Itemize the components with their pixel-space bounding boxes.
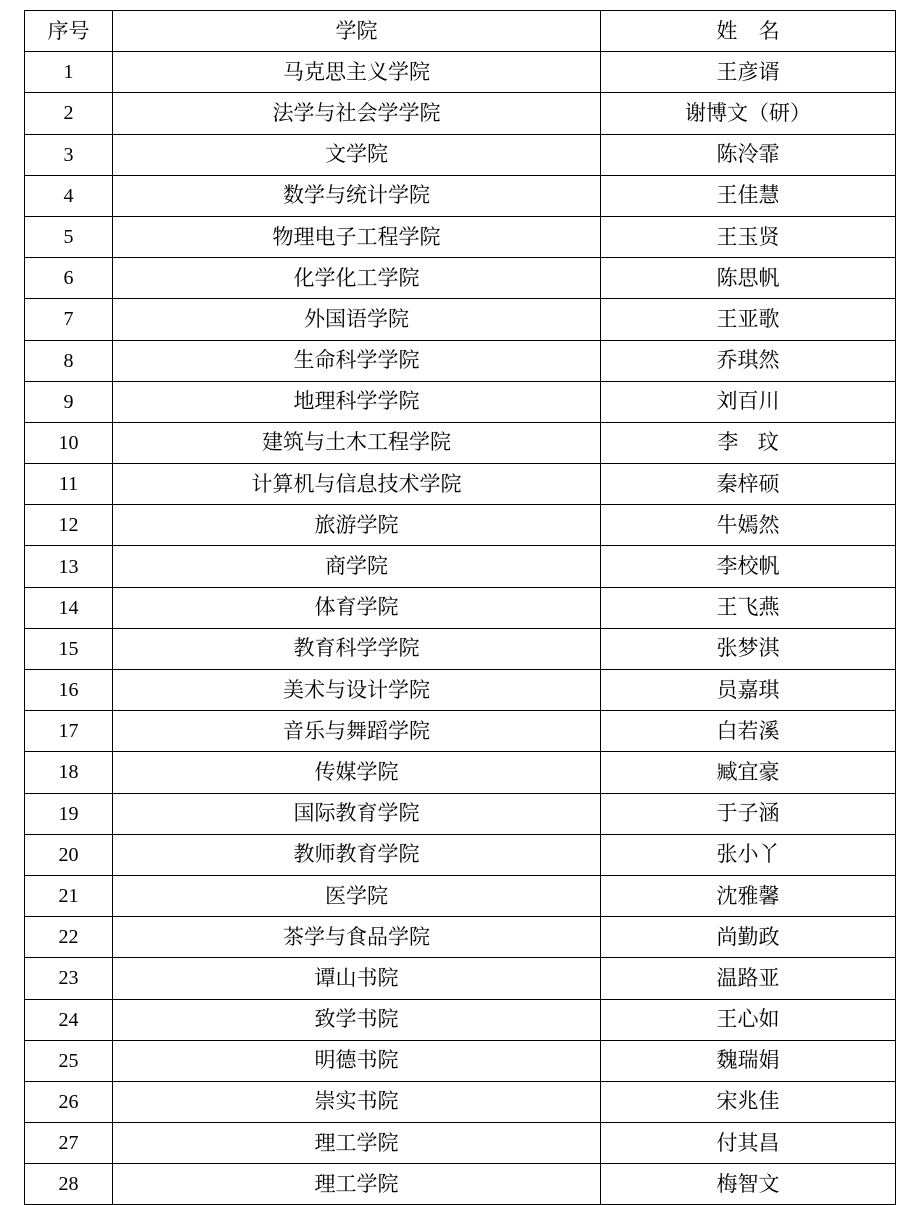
cell-college: 计算机与信息技术学院 (113, 464, 601, 505)
cell-index: 6 (25, 258, 113, 299)
table-row (25, 258, 896, 299)
cell-name: 沈雅馨 (601, 875, 896, 916)
cell-name: 刘百川 (601, 381, 896, 422)
cell-index: 28 (25, 1164, 113, 1205)
column-header-index: 序号 (25, 11, 113, 52)
cell-index: 27 (25, 1123, 113, 1164)
column-header-college: 学院 (113, 11, 601, 52)
cell-index: 1 (25, 52, 113, 93)
cell-index: 13 (25, 546, 113, 587)
cell-name: 张小丫 (601, 834, 896, 875)
cell-index: 5 (25, 216, 113, 257)
cell-name: 王飞燕 (601, 587, 896, 628)
cell-name: 陈泠霏 (601, 134, 896, 175)
cell-college: 生命科学学院 (113, 340, 601, 381)
table-row (25, 299, 896, 340)
cell-college: 美术与设计学院 (113, 670, 601, 711)
cell-name: 尚勤政 (601, 917, 896, 958)
cell-index: 23 (25, 958, 113, 999)
cell-index: 7 (25, 299, 113, 340)
cell-name: 陈思帆 (601, 258, 896, 299)
cell-index: 16 (25, 670, 113, 711)
cell-college: 体育学院 (113, 587, 601, 628)
cell-college: 建筑与土木工程学院 (113, 422, 601, 463)
cell-college: 地理科学学院 (113, 381, 601, 422)
cell-index: 3 (25, 134, 113, 175)
cell-index: 8 (25, 340, 113, 381)
cell-index: 22 (25, 917, 113, 958)
cell-college: 茶学与食品学院 (113, 917, 601, 958)
cell-index: 15 (25, 628, 113, 669)
cell-college: 传媒学院 (113, 752, 601, 793)
cell-index: 9 (25, 381, 113, 422)
cell-college: 旅游学院 (113, 505, 601, 546)
roster-table (24, 10, 896, 1205)
cell-name: 臧宜豪 (601, 752, 896, 793)
cell-college: 谭山书院 (113, 958, 601, 999)
cell-college: 化学化工学院 (113, 258, 601, 299)
cell-name: 王玉贤 (601, 216, 896, 257)
cell-name: 温路亚 (601, 958, 896, 999)
cell-index: 17 (25, 711, 113, 752)
cell-college: 致学书院 (113, 999, 601, 1040)
cell-college: 国际教育学院 (113, 793, 601, 834)
cell-name: 李校帆 (601, 546, 896, 587)
cell-index: 12 (25, 505, 113, 546)
cell-name: 王亚歌 (601, 299, 896, 340)
cell-name: 员嘉琪 (601, 670, 896, 711)
cell-name: 宋兆佳 (601, 1081, 896, 1122)
cell-college: 明德书院 (113, 1040, 601, 1081)
cell-index: 11 (25, 464, 113, 505)
cell-name: 白若溪 (601, 711, 896, 752)
cell-index: 14 (25, 587, 113, 628)
table-row (25, 546, 896, 587)
table-row (25, 505, 896, 546)
table-row (25, 587, 896, 628)
cell-index: 4 (25, 175, 113, 216)
table-row (25, 216, 896, 257)
table-row (25, 134, 896, 175)
table-row (25, 93, 896, 134)
cell-college: 法学与社会学学院 (113, 93, 601, 134)
cell-index: 26 (25, 1081, 113, 1122)
cell-college: 音乐与舞蹈学院 (113, 711, 601, 752)
table-row (25, 917, 896, 958)
cell-name: 王心如 (601, 999, 896, 1040)
cell-college: 教师教育学院 (113, 834, 601, 875)
cell-name: 李 玟 (601, 422, 896, 463)
cell-college: 物理电子工程学院 (113, 216, 601, 257)
table-row (25, 999, 896, 1040)
cell-college: 马克思主义学院 (113, 52, 601, 93)
table-row (25, 875, 896, 916)
table-row (25, 464, 896, 505)
cell-name: 王彦谞 (601, 52, 896, 93)
table-row (25, 628, 896, 669)
cell-college: 教育科学学院 (113, 628, 601, 669)
cell-index: 19 (25, 793, 113, 834)
cell-college: 理工学院 (113, 1123, 601, 1164)
cell-name: 张梦淇 (601, 628, 896, 669)
table-row (25, 670, 896, 711)
table-row (25, 1123, 896, 1164)
cell-name: 梅智文 (601, 1164, 896, 1205)
cell-college: 理工学院 (113, 1164, 601, 1205)
cell-college: 崇实书院 (113, 1081, 601, 1122)
table-row (25, 711, 896, 752)
cell-index: 25 (25, 1040, 113, 1081)
cell-college: 商学院 (113, 546, 601, 587)
table-row (25, 381, 896, 422)
cell-index: 24 (25, 999, 113, 1040)
cell-name: 谢博文（研） (601, 93, 896, 134)
table-row (25, 1164, 896, 1205)
table-row (25, 834, 896, 875)
cell-name: 付其昌 (601, 1123, 896, 1164)
table-row (25, 340, 896, 381)
cell-index: 21 (25, 875, 113, 916)
table-header (25, 11, 896, 52)
cell-college: 外国语学院 (113, 299, 601, 340)
cell-college: 文学院 (113, 134, 601, 175)
cell-name: 魏瑞娟 (601, 1040, 896, 1081)
table-row (25, 1040, 896, 1081)
cell-name: 牛嫣然 (601, 505, 896, 546)
column-header-name: 姓 名 (601, 11, 896, 52)
table-row (25, 793, 896, 834)
cell-name: 乔琪然 (601, 340, 896, 381)
table-body (25, 52, 896, 1205)
cell-college: 医学院 (113, 875, 601, 916)
cell-name: 于子涵 (601, 793, 896, 834)
table-row (25, 422, 896, 463)
cell-index: 20 (25, 834, 113, 875)
cell-name: 王佳慧 (601, 175, 896, 216)
cell-index: 2 (25, 93, 113, 134)
cell-name: 秦梓硕 (601, 464, 896, 505)
cell-index: 10 (25, 422, 113, 463)
table-row (25, 752, 896, 793)
table-row (25, 1081, 896, 1122)
table-row (25, 175, 896, 216)
table-row (25, 958, 896, 999)
cell-college: 数学与统计学院 (113, 175, 601, 216)
table-row (25, 52, 896, 93)
table-header-row (25, 11, 896, 52)
cell-index: 18 (25, 752, 113, 793)
